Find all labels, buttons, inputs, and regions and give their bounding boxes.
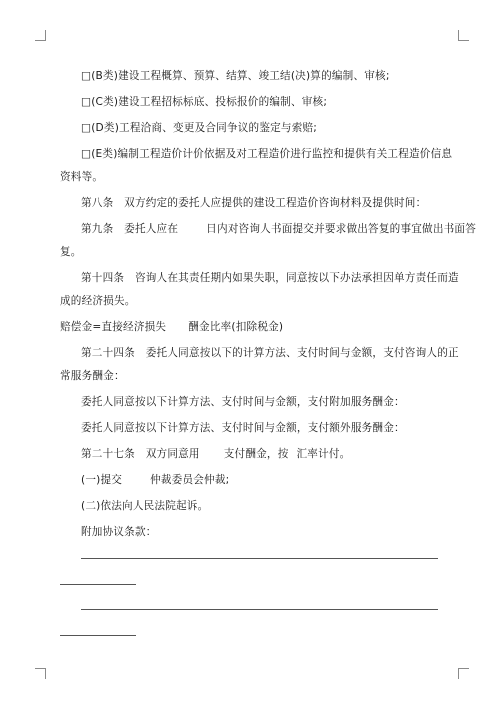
formula-left: 赔偿金=直接经济损失 bbox=[60, 321, 167, 333]
article-27 bbox=[60, 447, 466, 461]
dispute-option-1-part1: (一)提交 bbox=[81, 474, 123, 486]
article-14: 第十四条 咨询人在其责任期内如果失职，同意按以下办法承担因单方责任而造 bbox=[81, 272, 459, 284]
extra-fee-line: 委托人同意按以下计算方法、支付时间与金额，支付额外服务酬金： bbox=[81, 422, 405, 434]
article-24: 第二十四条 委托人同意按以下的计算方法、支付时间与金额，支付咨询人的正 bbox=[81, 347, 459, 359]
article-9-part1: 第九条 委托人应在 bbox=[81, 223, 179, 235]
article-9 bbox=[60, 222, 476, 236]
article-9-part2: 日内对咨询人书面提交并要求做出答复的事宜做出书面答 bbox=[206, 223, 476, 235]
blank-line-2-end bbox=[60, 635, 136, 636]
additional-clauses-heading: 附加协议条款： bbox=[81, 526, 157, 538]
option-c-line: □(C类)建设工程招标标底、投标报价的编制、审核; bbox=[81, 96, 328, 108]
article-27-part3: 汇率计付。 bbox=[296, 448, 351, 460]
additional-fee-line: 委托人同意按以下计算方法、支付时间与金额，支付附加服务酬金： bbox=[81, 396, 405, 408]
article-8: 第八条 双方约定的委托人应提供的建设工程造价咨询材料及提供时间： bbox=[81, 197, 427, 209]
article-24-continuation: 常服务酬金： bbox=[60, 370, 125, 382]
crop-mark-top-left bbox=[35, 30, 46, 41]
dispute-option-1-part2: 仲裁委员会仲裁; bbox=[150, 474, 230, 486]
blank-line-1-end bbox=[60, 584, 136, 585]
crop-mark-top-right bbox=[458, 30, 469, 41]
dispute-option-2: (二)依法向人民法院起诉。 bbox=[81, 500, 209, 512]
compensation-formula bbox=[60, 320, 445, 334]
dispute-option-1 bbox=[60, 473, 466, 487]
blank-line-1 bbox=[81, 558, 438, 559]
article-27-part2: 支付酬金，按 bbox=[223, 448, 289, 460]
formula-right: 酬金比率(扣除税金) bbox=[188, 321, 284, 333]
crop-mark-bottom-right bbox=[458, 668, 469, 679]
option-b-line: □(B类)建设工程概算、预算、结算、竣工结(决)算的编制、审核; bbox=[81, 70, 390, 82]
option-e-continuation: 资料等。 bbox=[60, 171, 104, 183]
article-14-continuation: 成的经济损失。 bbox=[60, 295, 136, 307]
crop-mark-bottom-left bbox=[35, 668, 46, 679]
blank-line-2 bbox=[81, 609, 438, 610]
option-d-line: □(D类)工程洽商、变更及合同争议的鉴定与索赔; bbox=[81, 122, 318, 134]
option-e-line: □(E类)编制工程造价计价依据及对工程造价进行监控和提供有关工程造价信息 bbox=[81, 148, 453, 160]
article-9-continuation: 复。 bbox=[60, 246, 82, 258]
article-27-part1: 第二十七条 双方同意用 bbox=[81, 448, 200, 460]
